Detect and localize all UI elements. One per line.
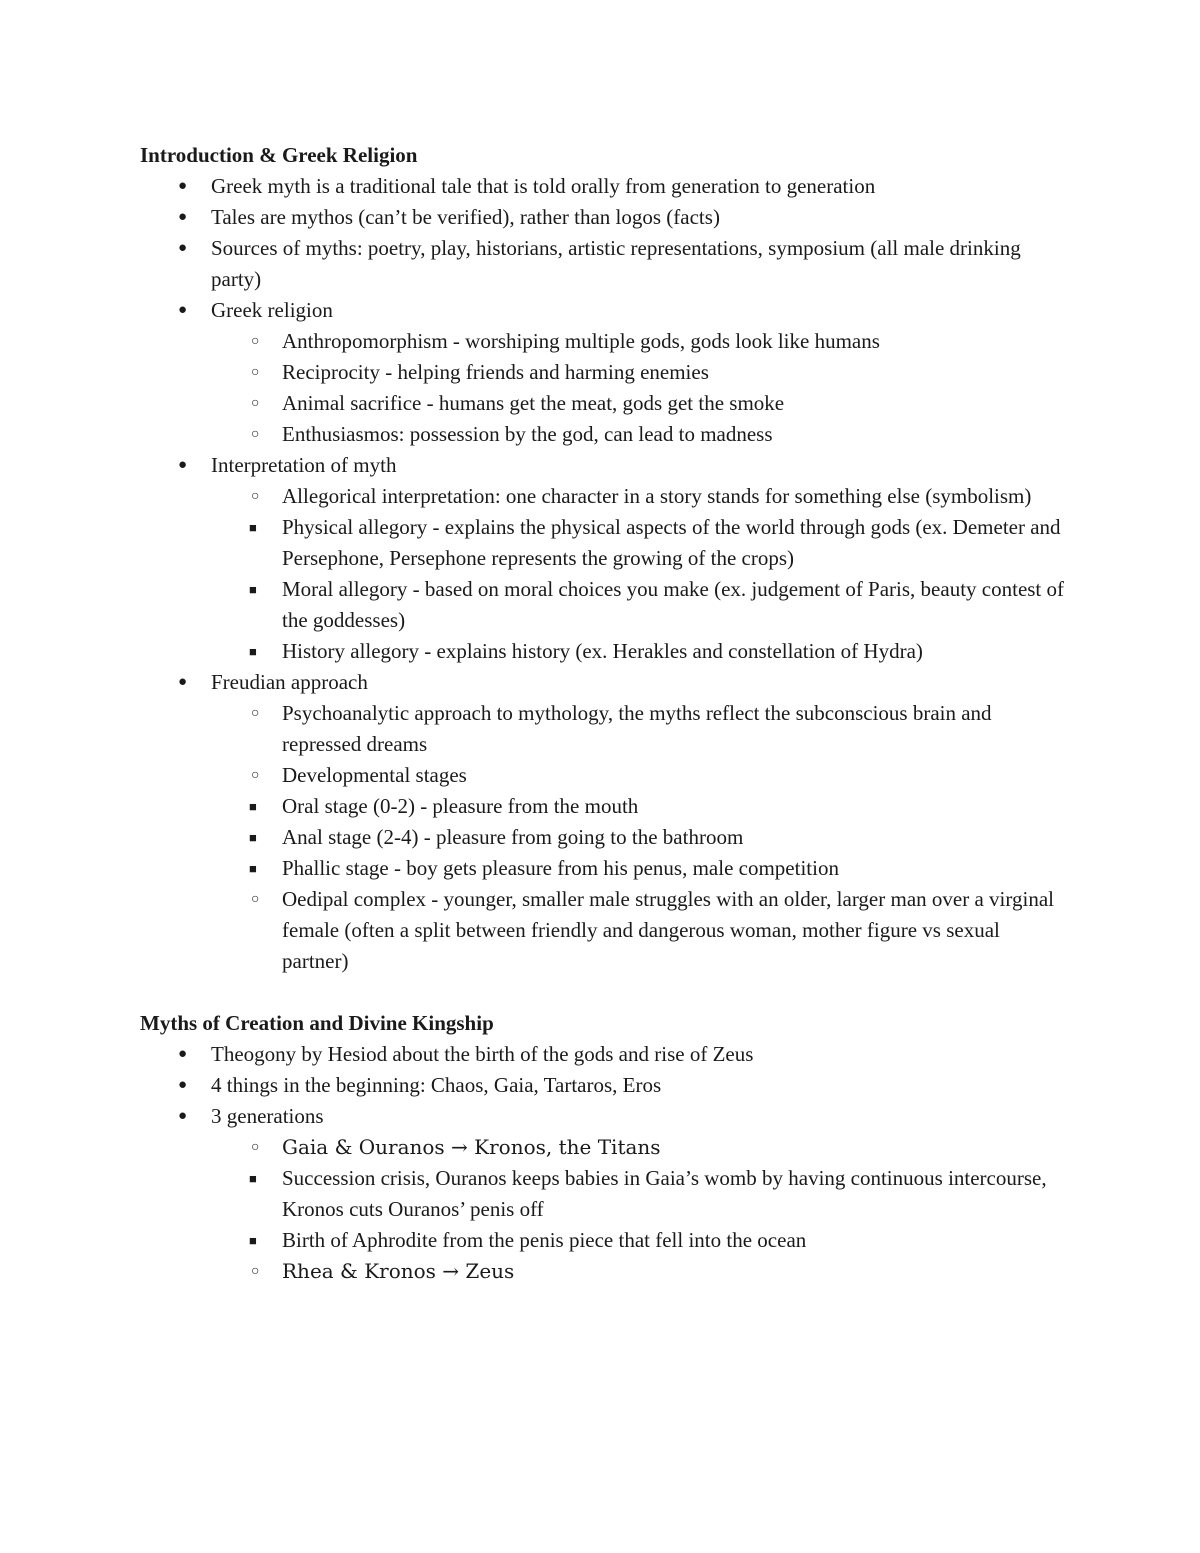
bullet-disc-icon: ● (178, 674, 188, 690)
bullet-square-icon: ■ (249, 582, 257, 597)
bullet-circle-icon: ○ (251, 427, 260, 442)
list-item: ■ Birth of Aphrodite from the penis piece that fell into the ocean (211, 1225, 1070, 1256)
section1-list (140, 171, 1070, 977)
bullet-disc-icon: ● (178, 209, 188, 225)
list-item: ○ Psychoanalytic approach to mythology, the myths reflect the subconscious brain and repressed dreams (211, 698, 1070, 760)
list-item: ● Greek myth is a traditional tale that is told orally from generation to generation (140, 171, 1070, 202)
list-item: ○ Anthropomorphism - worshiping multiple gods, gods look like humans (211, 326, 1070, 357)
bullet-circle-icon: ○ (251, 1140, 260, 1155)
list-item: ○ Oedipal complex - younger, smaller male struggles with an older, larger man over a virginal female (often a split between friendly and dangerous woman, mother figure vs sexual partner) (211, 884, 1070, 977)
gen1-sublist (211, 1163, 1070, 1256)
list-item-greek-religion: ● Greek religion ○ Anthropomorphism - worshiping multiple gods, gods look like humans ○ Reciprocity - helping friends and harming enemies ○ Animal sacrifice - humans get the meat, gods get the smoke ○ Enthusiasmos: possession by the god, can lead to madness (140, 295, 1070, 450)
list-item-interpretation: ● Interpretation of myth ○ Allegorical interpretation: one character in a story stands for something else (symbolism) ■ Physical allegory - explains the physical aspects of the world through gods (ex. Demeter and Persephone, Persephone represents the growing of the crops) ■ Moral allegory - based on moral choices you make (ex. judgement of Paris, beauty contest of the goddesses) ■ History allegory - explains history (ex. Herakles and constellation of Hydra) (140, 450, 1070, 667)
bullet-circle-icon: ○ (251, 365, 260, 380)
bullet-circle-icon: ○ (251, 706, 260, 721)
list-item-generations: ● 3 generations ○ Gaia & Ouranos → Kronos, the Titans ■ Succession crisis, Ouranos keeps babies in Gaia’s womb by having continuous intercourse, Kronos cuts Ouranos’ penis off ■ Birth of Aphrodite from the penis piece that fell into the ocean ○ Rhea & Kronos → Zeus (140, 1101, 1070, 1287)
bullet-square-icon: ■ (249, 644, 257, 659)
list-item: ■ Oral stage (0-2) - pleasure from the mouth (211, 791, 1070, 822)
bullet-disc-icon: ● (178, 457, 188, 473)
list-item: ■ History allegory - explains history (ex. Herakles and constellation of Hydra) (211, 636, 1070, 667)
section2-list (140, 1039, 1070, 1287)
list-item: ○ Developmental stages ■ Oral stage (0-2) - pleasure from the mouth ■ Anal stage (2-4) - pleasure from going to the bathroom ■ Phallic stage - boy gets pleasure from his penus, male competition (211, 760, 1070, 884)
bullet-disc-icon: ● (178, 178, 188, 194)
bullet-circle-icon: ○ (251, 1264, 260, 1279)
bullet-circle-icon: ○ (251, 489, 260, 504)
bullet-disc-icon: ● (178, 302, 188, 318)
bullet-circle-icon: ○ (251, 892, 260, 907)
bullet-disc-icon: ● (178, 240, 188, 256)
list-item: ■ Phallic stage - boy gets pleasure from his penus, male competition (211, 853, 1070, 884)
bullet-circle-icon: ○ (251, 396, 260, 411)
list-item: ● Tales are mythos (can’t be verified), rather than logos (facts) (140, 202, 1070, 233)
list-item: ■ Succession crisis, Ouranos keeps babies in Gaia’s womb by having continuous intercourse, Kronos cuts Ouranos’ penis off (211, 1163, 1070, 1225)
section-heading-creation: Myths of Creation and Divine Kingship (140, 1011, 494, 1035)
list-item: ○ Gaia & Ouranos → Kronos, the Titans ■ Succession crisis, Ouranos keeps babies in Gaia’s womb by having continuous intercourse, Kronos cuts Ouranos’ penis off ■ Birth of Aphrodite from the penis piece that fell into the ocean (211, 1132, 1070, 1256)
bullet-disc-icon: ● (178, 1046, 188, 1062)
bullet-circle-icon: ○ (251, 768, 260, 783)
list-item: ○ Animal sacrifice - humans get the meat, gods get the smoke (211, 388, 1070, 419)
list-item: ■ Physical allegory - explains the physical aspects of the world through gods (ex. Demeter and Persephone, Persephone represents the growing of the crops) (211, 512, 1070, 574)
interpretation-sublist (211, 481, 1070, 667)
list-item: ○ Allegorical interpretation: one character in a story stands for something else (symbolism) ■ Physical allegory - explains the physical aspects of the world through gods (ex. Demeter and Persephone, Persephone represents the growing of the crops) ■ Moral allegory - based on moral choices you make (ex. judgement of Paris, beauty contest of the goddesses) ■ History allegory - explains history (ex. Herakles and constellation of Hydra) (211, 481, 1070, 667)
generations-sublist (211, 1132, 1070, 1287)
freudian-sublist (211, 698, 1070, 977)
bullet-square-icon: ■ (249, 799, 257, 814)
stages-sublist (211, 791, 1070, 884)
list-item: ○ Enthusiasmos: possession by the god, can lead to madness (211, 419, 1070, 450)
bullet-square-icon: ■ (249, 830, 257, 845)
list-item: ■ Moral allegory - based on moral choices you make (ex. judgement of Paris, beauty contest of the goddesses) (211, 574, 1070, 636)
list-item: ● 4 things in the beginning: Chaos, Gaia, Tartaros, Eros (140, 1070, 1070, 1101)
bullet-square-icon: ■ (249, 1171, 257, 1186)
list-item: ○ Reciprocity - helping friends and harming enemies (211, 357, 1070, 388)
document-page (140, 140, 1070, 1287)
bullet-square-icon: ■ (249, 861, 257, 876)
bullet-disc-icon: ● (178, 1077, 188, 1093)
list-item: ● Theogony by Hesiod about the birth of the gods and rise of Zeus (140, 1039, 1070, 1070)
bullet-disc-icon: ● (178, 1108, 188, 1124)
list-item: ○ Rhea & Kronos → Zeus (211, 1256, 1070, 1287)
list-item-freudian: ● Freudian approach ○ Psychoanalytic approach to mythology, the myths reflect the subconscious brain and repressed dreams ○ Developmental stages ■ Oral stage (0-2) - pleasure from the mouth ■ Anal stage (2-4) - pleasure from going to the bathroom ■ Phallic stage - boy gets pleasure from his penus, male competition ○ Oedipal complex - younger, smaller male struggles with an older, larger man over a virginal female (often a split between friendly and dangerous woman, mother figure vs sexual partner) (140, 667, 1070, 977)
bullet-square-icon: ■ (249, 1233, 257, 1248)
bullet-square-icon: ■ (249, 520, 257, 535)
allegory-sublist (211, 512, 1070, 667)
list-item: ● Sources of myths: poetry, play, historians, artistic representations, symposium (all male drinking party) (140, 233, 1070, 295)
bullet-circle-icon: ○ (251, 334, 260, 349)
religion-sublist (211, 326, 1070, 450)
section-heading-introduction: Introduction & Greek Religion (140, 143, 418, 167)
list-item: ■ Anal stage (2-4) - pleasure from going to the bathroom (211, 822, 1070, 853)
